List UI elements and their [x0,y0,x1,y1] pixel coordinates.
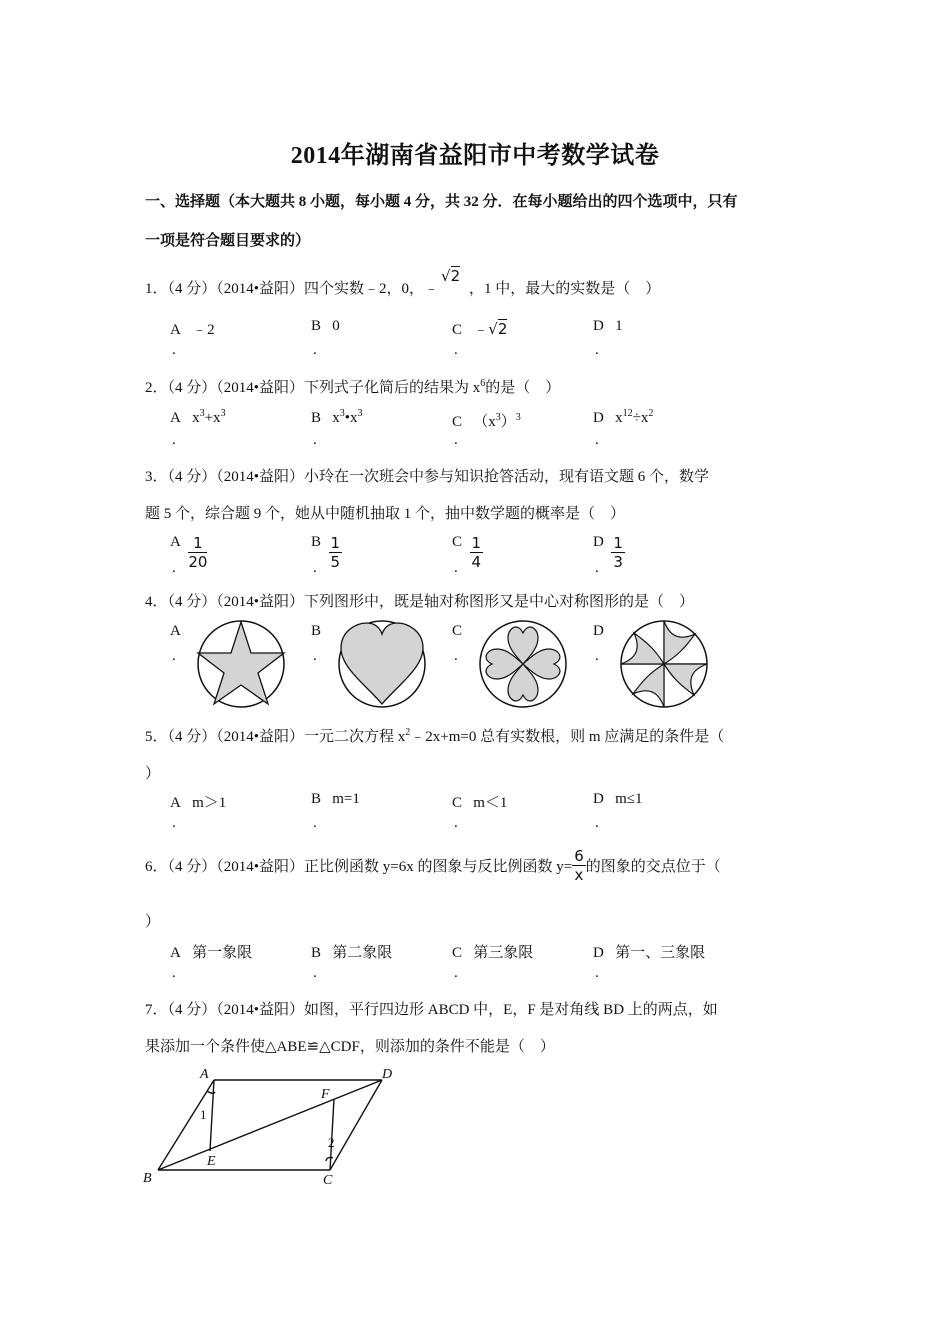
question-4: 4．（4 分）（2014•益阳）下列图形中，既是轴对称图形又是中心对称图形的是（ ） [145,594,695,610]
q4-dot-c: . [454,648,458,664]
q2-option-d[interactable]: D $x^{12}\div x^2$ [593,408,654,426]
q1-dot-b: . [313,342,317,358]
question-6: 6．（4 分）（2014•益阳）正比例函数 y=6x 的图象与反比例函数 y= $\frac{6}{x}$ 的图象的交点位于（ [145,847,721,884]
section-header-line2: 一项是符合题目要求的） [145,233,311,249]
q1-prefix: 1．（4 分）（2014•益阳）四个实数﹣2，0，﹣ [145,281,440,297]
q6-option-c[interactable]: C 第三象限 [452,945,534,961]
q3-dot-a: . [172,560,176,576]
question-2: 2．（4 分）（2014•益阳）下列式子化简后的结果为 $x^6$的是（ ） [145,378,561,396]
label-C: C [323,1173,333,1188]
question-5: 5．（4 分）（2014•益阳）一元二次方程 $x^2﹣2x+m=0$ 总有实数根，则 m 应满足的条件是（ [145,727,725,745]
label-angle-2: 2 [328,1135,335,1150]
q2-dot-b: . [313,432,317,448]
q3-dot-b: . [313,560,317,576]
four-hearts-in-circle-figure[interactable] [478,620,568,708]
q1-dot-c: . [454,342,458,358]
q3-option-a[interactable]: A $\frac{1}{20}$ [170,534,208,571]
q5-option-b[interactable]: B m=1 [311,791,360,807]
q3-option-c[interactable]: C $\frac{1}{4}$ [452,534,482,571]
question-5-line2: ） [145,766,161,782]
page-title: 2014年湖南省益阳市中考数学试卷 [290,143,660,169]
q2-dot-a: . [172,432,176,448]
label-F: F [321,1087,330,1102]
q6-dot-d: . [595,965,599,981]
q1-dot-d: . [595,342,599,358]
q1-option-d[interactable]: D 1 [593,318,623,334]
q4-dot-d: . [595,648,599,664]
q3-dot-c: . [454,560,458,576]
star-in-circle-figure[interactable] [196,620,286,708]
q1-option-b[interactable]: B 0 [311,318,340,334]
q6-option-a[interactable]: A 第一象限 [170,945,253,961]
label-D: D [382,1067,393,1082]
q6-option-d[interactable]: D 第一、三象限 [593,945,706,961]
q6-option-b[interactable]: B 第二象限 [311,945,393,961]
q2-option-a[interactable]: A $x^3+x^3$ [170,408,226,426]
q6-dot-a: . [172,965,176,981]
q4-option-a[interactable]: A [170,623,181,639]
q4-dot-b: . [313,648,317,664]
q1-option-c[interactable]: C ﹣√2 [452,320,508,338]
question-3-line1: 3．（4 分）（2014•益阳）小玲在一次班会中参与知识抢答活动，现有语文题 6 个，数学 [145,469,710,485]
q3-option-b[interactable]: B $\frac{1}{5}$ [311,534,341,571]
parallelogram-figure [140,1062,400,1187]
q2-dot-d: . [595,432,599,448]
q1-suffix: ，1 中，最大的实数是（ ） [469,281,661,297]
q1-radical-sign-icon: √ [441,267,451,285]
label-E: E [207,1154,216,1169]
q5-dot-b: . [313,815,317,831]
label-angle-1: 1 [200,1107,207,1122]
question-1: 1．（4 分）（2014•益阳）四个实数﹣2，0，﹣ √2 ，1 中，最大的实数是（ ） [145,267,661,297]
q3-dot-d: . [595,560,599,576]
question-7-line1: 7．（4 分）（2014•益阳）如图，平行四边形 ABCD 中，E，F 是对角线 BD 上的两点，如 [145,1002,718,1018]
label-B: B [143,1171,152,1186]
heart-in-circle-figure[interactable] [337,620,427,708]
q4-option-c[interactable]: C [452,623,463,639]
pinwheel-in-circle-figure[interactable] [619,620,709,708]
q1-dot-a: . [172,342,176,358]
q5-option-a[interactable]: A m＞1 [170,795,227,811]
q5-option-d[interactable]: D m≤1 [593,791,643,807]
question-3-line2: 题 5 个，综合题 9 个，她从中随机抽取 1 个，抽中数学题的概率是（ ） [145,506,626,522]
q6-dot-c: . [454,965,458,981]
q5-option-c[interactable]: C m＜1 [452,795,508,811]
q4-option-d[interactable]: D [593,623,604,639]
q4-dot-a: . [172,648,176,664]
q5-dot-c: . [454,815,458,831]
q5-dot-a: . [172,815,176,831]
question-6-line2: ） [145,914,161,930]
q4-option-b[interactable]: B [311,623,322,639]
q6-fraction: $\frac{6}{x}$ [574,847,584,884]
q2-option-b[interactable]: B $x^3•x^3$ [311,408,363,426]
section-header-line1: 一、选择题（本大题共 8 小题，每小题 4 分，共 32 分．在每小题给出的四个选项中，只有 [145,194,738,210]
q1-option-a[interactable]: A ﹣2 [170,322,215,338]
radical-sign-icon: √ [488,320,498,338]
q5-dot-d: . [595,815,599,831]
question-7-line2: 果添加一个条件使△ABE≌△CDF，则添加的条件不能是（ ） [145,1039,555,1055]
q2-dot-c: . [454,432,458,448]
label-A: A [200,1067,209,1082]
q6-dot-b: . [313,965,317,981]
q2-option-c[interactable]: C $(x^3)^3$ [452,412,521,430]
q3-option-d[interactable]: D $\frac{1}{3}$ [593,534,623,571]
